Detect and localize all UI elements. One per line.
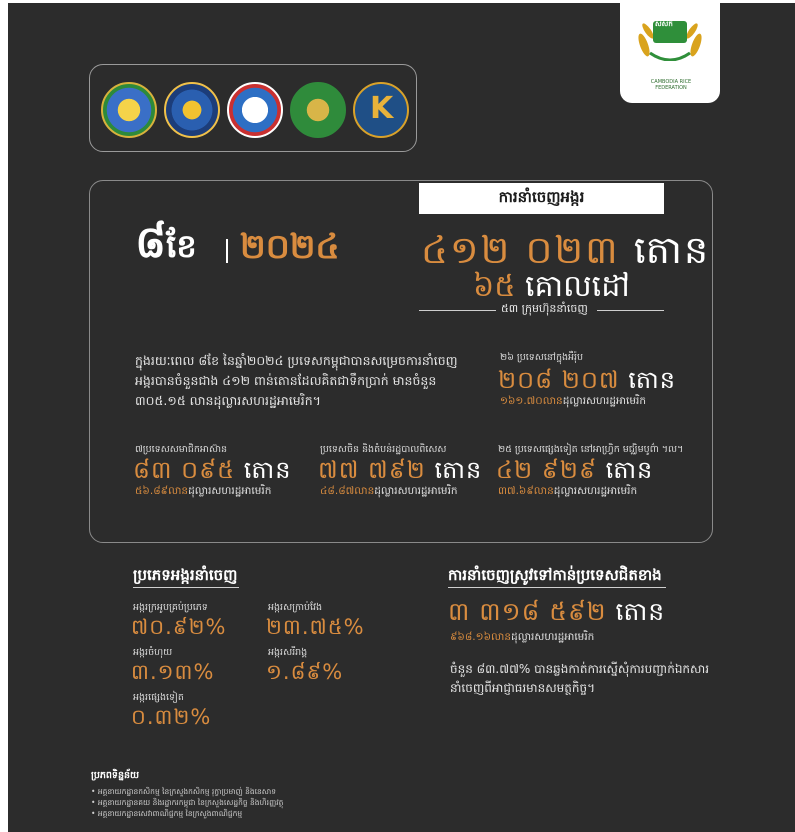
type-value-3: ៣.១៣% xyxy=(131,660,215,684)
federation-abbr: សសក xyxy=(655,20,673,28)
federation-logo xyxy=(620,3,720,103)
china-unit: តោន xyxy=(434,456,483,484)
sources-title: ប្រភពទិន្នន័យ xyxy=(91,770,140,781)
target-unit: គោលដៅ xyxy=(525,269,630,304)
types-title: ប្រភេទអង្ករនាំចេញ xyxy=(133,566,238,584)
type-value-5: ០.៣២% xyxy=(131,705,212,729)
period-year: ២០២៤ xyxy=(240,227,340,267)
types-title-underline xyxy=(133,587,239,588)
divider-right xyxy=(597,310,664,311)
period-number: ៨ខែ xyxy=(135,217,197,268)
intro-paragraph: ក្នុងរយៈពេល ៨ខែ នៃឆ្នាំ២០២៤ ប្រទេសកម្ពុជាបានសម្រេចការនាំចេញអង្ករបានចំនួនជាង ៤១២ ពាន់តោនដែលគិតជាទឹកប្រាក់ មានចំនួន ៣០៥.១៥ លានដុល្លារសហរដ្ឋអាមេរិក។ xyxy=(135,353,458,408)
neighbor-unit: តោន xyxy=(615,597,666,626)
asean-usd: ៥៦.៨៩លានដុល្លារសហរដ្ឋអាមេរិក xyxy=(135,485,272,497)
type-value-1: ៧០.៩២% xyxy=(131,615,227,639)
asean-label: ៧ប្រទេសសមាជិកអាស៊ាន xyxy=(135,444,228,455)
eu-value: ២០៨ ២០៧ xyxy=(498,366,620,394)
china-label: ប្រទេសចិន និងតំបន់រដ្ឋបាលពិសេស xyxy=(320,444,447,455)
card-tag: ការនាំចេញអង្ករ xyxy=(419,183,664,214)
type-value-2: ២៣.៧៥% xyxy=(266,615,365,639)
ke-logo-icon: K xyxy=(353,82,409,138)
ship-seal-icon xyxy=(227,82,283,138)
other-value: ៤២ ៩២៩ xyxy=(496,456,597,484)
asean-unit: តោន xyxy=(243,456,292,484)
neighbor-tonnage xyxy=(448,597,665,633)
federation-name: CAMBODIA RICE FEDERATION xyxy=(650,79,692,91)
period-unit: ខែ xyxy=(166,227,197,265)
ministry-seal-icon xyxy=(101,82,157,138)
headline-unit: តោន xyxy=(633,228,711,272)
asean-value: ៨៣ ០៩៥ xyxy=(133,456,236,484)
china-value: ៧៧ ៧៩២ xyxy=(318,456,426,484)
period-separator xyxy=(226,239,228,263)
type-label-1: អង្ករក្រអូបគ្រប់ប្រភេទ xyxy=(133,602,208,613)
headline-value: ៤១២ ០២៣ xyxy=(421,228,620,272)
source-item-2: • អគ្គនាយកដ្ឋានគយ និងរដ្ឋាករកម្ពុជា នៃក្រសួងសេដ្ឋកិច្ច និងហិរញ្ញវត្ថុ xyxy=(91,798,284,807)
partner-logos xyxy=(89,64,417,152)
other-label: ២៥ ប្រទេសផ្សេងទៀត នៅអាហ្វ្រិក មជ្ឈិមបូព៌ា ។ល។ xyxy=(498,444,684,455)
type-label-4: អង្ករសរីរាង្គ xyxy=(268,647,308,658)
source-item-3: • អគ្គនាយកដ្ឋានសេវាពាណិជ្ជកម្ម នៃក្រសួងពាណិជ្ជកម្ម xyxy=(91,809,243,818)
type-value-4: ១.៨៩% xyxy=(266,660,344,684)
neighbor-value: ៣ ៣១៨ ៥៩២ xyxy=(448,597,607,626)
divider-left xyxy=(419,310,496,311)
customs-seal-icon xyxy=(164,82,220,138)
eu-label: ២៦ ប្រទេសនៅក្នុងអឺរ៉ុប xyxy=(500,352,584,363)
other-usd: ៣៧.៦៩លានដុល្លារសហរដ្ឋអាមេរិក xyxy=(498,485,638,497)
neighbor-usd: ៩៦៨.១៦លានដុល្លារសហរដ្ឋអាមេរិក xyxy=(450,631,595,643)
infographic-canvas xyxy=(8,3,795,832)
type-label-5: អង្ករផ្សេងទៀត xyxy=(133,692,184,703)
type-label-2: អង្ករសក្រាប់វែង xyxy=(268,602,323,613)
eu-usd: ១៦១.៧០លានដុល្លារសហរដ្ឋអាមេរិក xyxy=(500,395,647,407)
eu-unit: តោន xyxy=(628,366,676,394)
neighbor-title: ការនាំចេញស្រូវទៅកាន់ប្រទេសជិតខាង xyxy=(448,566,662,584)
rice-seal-icon xyxy=(290,82,346,138)
type-label-3: អង្ករចំហុយ xyxy=(133,647,173,658)
target-value: ៦៥ xyxy=(473,269,516,304)
neighbor-note: ចំនួន ៨៣.៧៧% បានឆ្លងកាត់ការស្នើសុំការបញ្ជាក់ឯកសារនាំចេញពីអាជ្ញាធរមានសមត្ថកិច្ច។ xyxy=(450,662,710,695)
neighbor-title-underline xyxy=(448,587,666,588)
other-unit: តោន xyxy=(605,456,654,484)
source-item-1: • អគ្គនាយកដ្ឋានកសិកម្ម នៃក្រសួងកសិកម្ម រុក្ខាប្រមាញ់ និងនេសាទ xyxy=(91,787,277,796)
exporting-companies: ៥៣ ក្រុមហ៊ុននាំចេញ xyxy=(501,302,588,315)
china-usd: ៤៨.៨៧លានដុល្លារសហរដ្ឋអាមេរិក xyxy=(320,485,458,497)
